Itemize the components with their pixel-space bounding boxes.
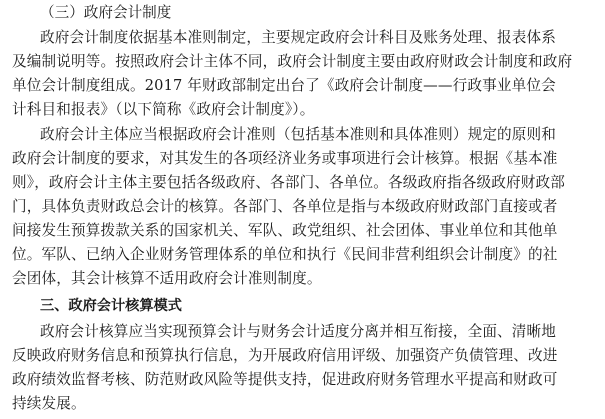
paragraph-3-line-4: 持续发展。	[12, 395, 86, 412]
section-heading: 三、政府会计核算模式	[40, 298, 182, 314]
paragraph-2-line-3: 则》，政府会计主体主要包括各级政府、各部门、各单位。各级政府指各级政府财政部	[12, 174, 565, 191]
paragraph-2-line-6: 位。军队、已纳入企业财务管理体系的单位和执行《民间非营利组织会计制度》的社	[12, 246, 558, 263]
paragraph-2-line-2: 政府会计制度的要求，对其发生的各项经济业务或事项进行会计核算。根据《基本准	[12, 150, 558, 167]
paragraph-3-line-1: 政府会计核算应当实现预算会计与财务会计适度分离并相互衔接，全面、清晰地	[40, 323, 557, 340]
paragraph-1-line-3: 单位会计制度组成。2017 年财政部制定出台了《政府会计制度——行政事业单位会	[12, 77, 556, 94]
paragraph-2-line-5: 间接发生预算拨款关系的国家机关、军队、政党组织、社会团体、事业单位和其他单	[12, 222, 558, 239]
paragraph-2-line-4: 门，具体负责财政总会计的核算。各部门、各单位是指与本级政府财政部门直接或者	[12, 198, 558, 215]
paragraph-1-line-2: 及编制说明等。按照政府会计主体不同，政府会计制度主要由政府财政会计制度和政府	[12, 53, 573, 70]
paragraph-2-line-1: 政府会计主体应当根据政府会计准则（包括基本准则和具体准则）规定的原则和	[40, 126, 557, 143]
paragraph-2-line-7: 会团体，其会计核算不适用政府会计准则制度。	[12, 270, 322, 287]
paragraph-1-line-4: 计科目和报表》（以下简称《政府会计制度》）。	[12, 101, 315, 118]
paragraph-3-line-3: 政府绩效监督考核、防范财政风险等提供支持，促进政府财务管理水平提高和财政可	[12, 371, 558, 388]
subsection-heading: （三）政府会计制度	[40, 4, 172, 21]
paragraph-3-line-2: 反映政府财务信息和预算执行信息，为开展政府信用评级、加强资产负债管理、改进	[12, 347, 558, 364]
paragraph-1-line-1: 政府会计制度依据基本准则制定，主要规定政府会计科目及账务处理、报表体系	[40, 29, 557, 46]
